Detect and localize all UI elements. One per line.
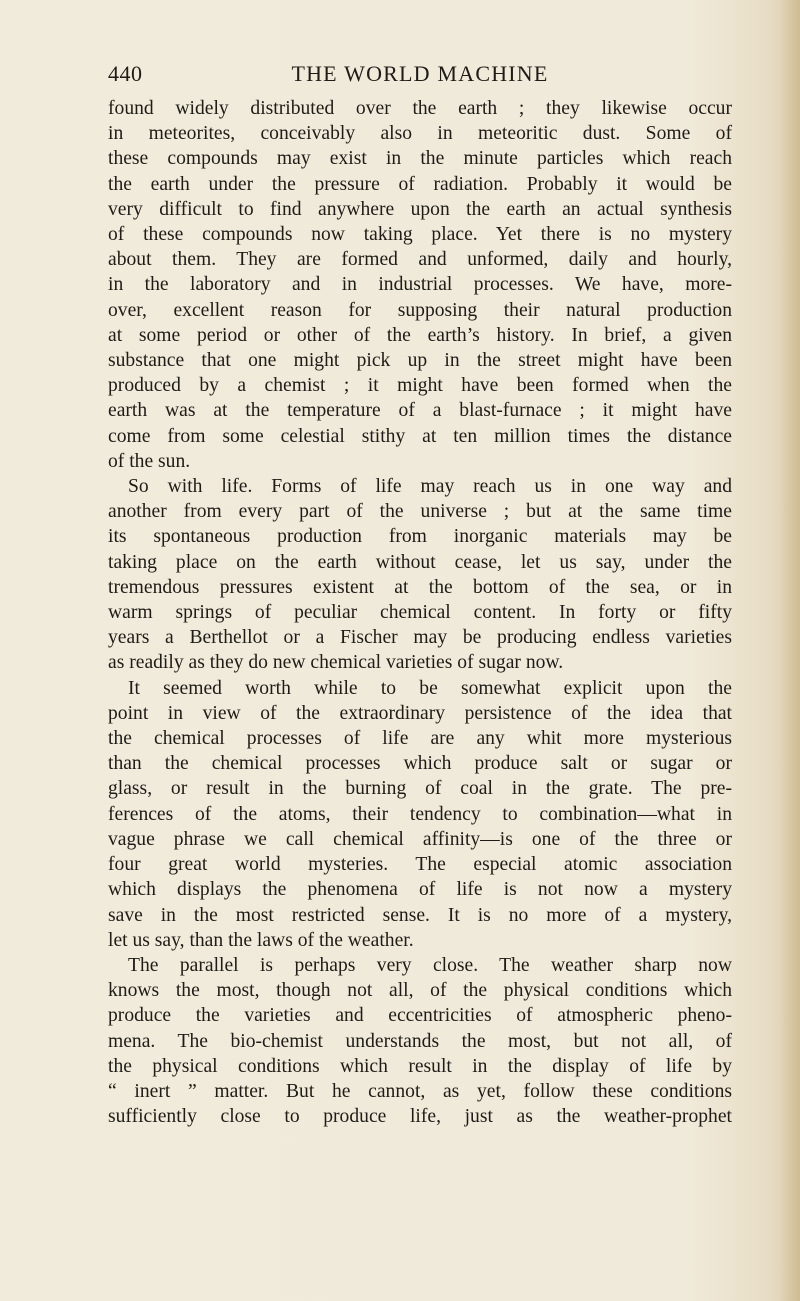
text-line: which displays the phenomena of life is not now a mystery <box>108 879 732 901</box>
text-line: The parallel is perhaps very close. The weather sharp now <box>128 954 732 976</box>
text-line: of these compounds now taking place. Yet there is no mystery <box>108 224 732 246</box>
text-line: “ inert ” matter. But he cannot, as yet, follow these conditions <box>108 1080 732 1102</box>
text-line: substance that one might pick up in the street might have been <box>108 350 732 372</box>
text-line: produced by a chemist ; it might have been formed when the <box>108 375 732 397</box>
text-line: point in view of the extraordinary persistence of the idea that <box>108 702 732 724</box>
text-line: sufficiently close to produce life, just as the weather-prophet <box>108 1106 732 1128</box>
text-line: the earth under the pressure of radiation. Probably it would be <box>108 173 732 195</box>
text-line: vague phrase we call chemical affinity—is one of the three or <box>108 828 732 850</box>
page-header <box>108 61 732 89</box>
running-head: THE WORLD MACHINE <box>291 61 549 86</box>
text-line: about them. They are formed and unformed, daily and hourly, <box>108 249 732 271</box>
text-line: let us say, than the laws of the weather. <box>108 929 414 951</box>
text-line: ferences of the atoms, their tendency to combination—what in <box>108 803 732 825</box>
text-line: produce the varieties and eccentricities of atmospheric pheno- <box>108 1005 732 1027</box>
text-line: these compounds may exist in the minute particles which reach <box>108 148 732 170</box>
text-line: warm springs of peculiar chemical content. In forty or fifty <box>108 602 732 624</box>
text-line: years a Berthellot or a Fischer may be producing endless varieties <box>108 627 732 649</box>
text-line: than the chemical processes which produce salt or sugar or <box>108 753 732 775</box>
body-text <box>108 96 732 1129</box>
text-line: at some period or other of the earth’s history. In brief, a given <box>108 324 732 346</box>
text-line: mena. The bio-chemist understands the most, but not all, of <box>108 1030 732 1052</box>
text-line: So with life. Forms of life may reach us in one way and <box>128 476 732 498</box>
text-line: as readily as they do new chemical varieties of sugar now. <box>108 652 564 674</box>
text-line: glass, or result in the burning of coal in the grate. The pre- <box>108 778 732 800</box>
text-line: earth was at the temperature of a blast-furnace ; it might have <box>108 400 732 422</box>
text-line: knows the most, though not all, of the physical conditions which <box>108 980 732 1002</box>
text-line: save in the most restricted sense. It is no more of a mystery, <box>108 904 732 926</box>
text-line: another from every part of the universe ; but at the same time <box>108 501 732 523</box>
text-line: taking place on the earth without cease, let us say, under the <box>108 551 732 573</box>
text-line: of the sun. <box>108 450 191 472</box>
text-line: in meteorites, conceivably also in meteoritic dust. Some of <box>108 123 732 145</box>
text-line: four great world mysteries. The especial atomic association <box>108 854 732 876</box>
text-line: tremendous pressures existent at the bottom of the sea, or in <box>108 576 732 598</box>
text-line: the chemical processes of life are any whit more mysterious <box>108 728 732 750</box>
text-line: It seemed worth while to be somewhat explicit upon the <box>128 677 732 699</box>
page-edge-shadow <box>778 0 800 1301</box>
page-number: 440 <box>108 61 143 86</box>
text-line: over, excellent reason for supposing their natural production <box>108 299 732 321</box>
text-line: in the laboratory and in industrial processes. We have, more- <box>108 274 732 296</box>
text-line: come from some celestial stithy at ten million times the distance <box>108 425 732 447</box>
text-line: the physical conditions which result in the display of life by <box>108 1055 732 1077</box>
text-line: its spontaneous production from inorganic materials may be <box>108 526 732 548</box>
text-line: found widely distributed over the earth ; they likewise occur <box>108 98 732 119</box>
text-line: very difficult to find anywhere upon the earth an actual synthesis <box>108 198 732 220</box>
